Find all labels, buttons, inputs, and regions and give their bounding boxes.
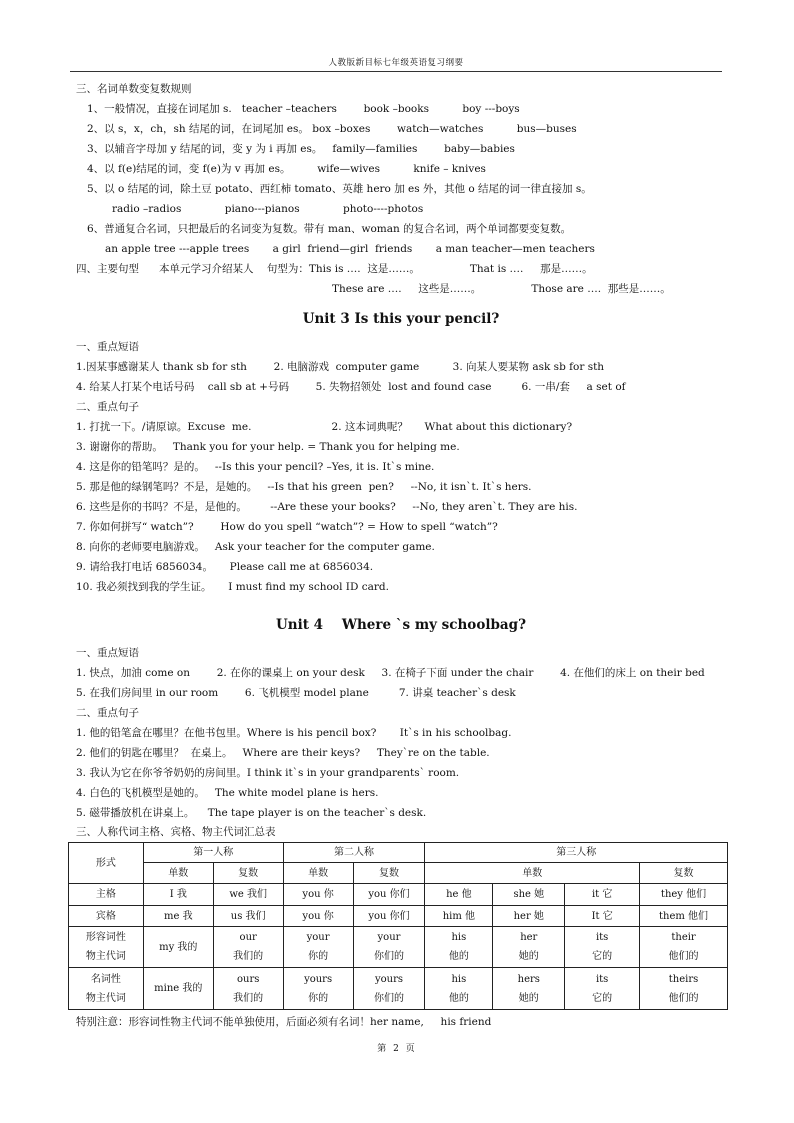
table-cell: us 我们 [213, 906, 283, 927]
plural-rule-5-examples: radio –radios piano---pianos photo----photos [112, 203, 424, 215]
unit3-sentence: 4. 这是你的铅笔吗？是的。 --Is this your pencil? –Yes, it is. It`s mine. [76, 461, 435, 473]
unit4-title: Unit 4 Where `s my schoolbag? [275, 617, 526, 633]
table-cell: it 它 [565, 884, 640, 906]
header-singular: 单数 [425, 863, 640, 884]
header-plural: 复数 [213, 863, 283, 884]
unit4-phrase-line: 5. 在我们房间里 in our room 6. 飞机模型 model plane 7. 讲桌 teacher`s desk [76, 687, 516, 699]
plural-rule-4: 4、以 f(e)结尾的词，变 f(e)为 v 再加 es。 wife—wives knife – knives [87, 163, 486, 175]
unit3-title: Unit 3 Is this your pencil? [302, 311, 500, 327]
table-cell: ours 我们的 [213, 968, 283, 1010]
unit4-sentence: 5. 磁带播放机在讲桌上。 The tape player is on the teacher`s desk. [76, 807, 427, 819]
table-cell: its 它的 [565, 927, 640, 968]
header-plural: 复数 [640, 863, 728, 884]
unit3-sentence: 6. 这些是你的书吗？不是，是他的。 --Are these your books? --No, they aren`t. They are his. [76, 501, 578, 513]
row-label: 宾格 [69, 906, 144, 927]
plural-rule-5: 5、以 o 结尾的词，除土豆 potato、西红柿 tomato、英雄 hero 加 es 外，其他 o 结尾的词一律直接加 s。 [87, 183, 592, 195]
table-cell: its 它的 [565, 968, 640, 1010]
table-cell: you 你 [283, 884, 353, 906]
sentence-pattern-line-2: These are …. 这些是……。 Those are …. 那些是……。 [332, 283, 671, 295]
header-second-person: 第二人称 [283, 843, 425, 863]
table-cell: our 我们的 [213, 927, 283, 968]
table-cell: his 他的 [425, 968, 493, 1010]
unit3-sentence: 3. 谢谢你的帮助。 Thank you for your help. = Thank you for helping me. [76, 441, 460, 453]
row-label: 主格 [69, 884, 144, 906]
table-cell: their 他们的 [640, 927, 728, 968]
header-first-person: 第一人称 [143, 843, 283, 863]
special-note: 特别注意：形容词性物主代词不能单独使用，后面必须有名词！her name, his friend [76, 1016, 492, 1028]
table-cell: you 你 [283, 906, 353, 927]
unit3-sentences-heading: 二、重点句子 [76, 401, 139, 413]
table-row [69, 884, 728, 906]
plural-rule-3: 3、以辅音字母加 y 结尾的词，变 y 为 i 再加 es。 family—families baby—babies [87, 143, 515, 155]
plural-rule-6: 6、普通复合名词，只把最后的名词变为复数。带有 man、woman 的复合名词，两个单词都要变复数。 [87, 223, 572, 235]
row-label: 形容词性 物主代词 [69, 927, 144, 968]
plural-rule-6-examples: an apple tree ---apple trees a girl friend—girl friends a man teacher—men teachers [105, 243, 595, 255]
table-cell: your 你的 [283, 927, 353, 968]
table-cell: you 你们 [353, 884, 425, 906]
section-heading-plural: 三、名词单数变复数规则 [76, 83, 192, 95]
unit4-sentences-heading: 二、重点句子 [76, 707, 139, 719]
table-cell: me 我 [143, 906, 213, 927]
unit3-phrase-line: 1.因某事感谢某人 thank sb for sth 2. 电脑游戏 computer game 3. 向某人要某物 ask sb for sth [76, 361, 605, 373]
table-cell: his 他的 [425, 927, 493, 968]
unit3-sentence: 9. 请给我打电话 6856034。 Please call me at 6856034. [76, 561, 374, 573]
table-row [69, 968, 728, 1010]
table-cell: we 我们 [213, 884, 283, 906]
unit3-phrases-heading: 一、重点短语 [76, 341, 139, 353]
unit3-phrase-line: 4. 给某人打某个电话号码 call sb at +号码 5. 失物招领处 lost and found case 6. 一串/套 a set of [76, 381, 626, 393]
header-singular: 单数 [143, 863, 213, 884]
table-row [69, 927, 728, 968]
table-cell: hers 她的 [493, 968, 565, 1010]
table-cell: her 她 [493, 906, 565, 927]
table-cell: her 她的 [493, 927, 565, 968]
table-cell: your 你们的 [353, 927, 425, 968]
unit3-sentence: 7. 你如何拼写“ watch”? How do you spell “watch”? = How to spell “watch”? [76, 521, 498, 533]
header-third-person: 第三人称 [425, 843, 728, 863]
unit3-sentence: 10. 我必须找到我的学生证。 I must find my school ID card. [76, 581, 389, 593]
table-cell: I 我 [143, 884, 213, 906]
plural-rule-2: 2、以 s，x，ch，sh 结尾的词，在词尾加 es。 box –boxes watch—watches bus—buses [87, 123, 577, 135]
sentence-pattern-line-1: 四、主要句型 本单元学习介绍某人 句型为：This is …. 这是……。 That is …. 那是……。 [76, 263, 593, 275]
header-singular: 单数 [283, 863, 353, 884]
table-cell: It 它 [565, 906, 640, 927]
unit4-phrase-line: 1. 快点，加油 come on 2. 在你的课桌上 on your desk 3. 在椅子下面 under the chair 4. 在他们的床上 on their bed [76, 667, 705, 679]
page-header: 人教版新目标七年级英语复习纲要 [328, 58, 464, 68]
row-label: 名词性 物主代词 [69, 968, 144, 1010]
pronoun-table [68, 842, 728, 1010]
pronoun-table-heading: 三、人称代词主格、宾格、物主代词汇总表 [76, 826, 276, 838]
table-cell: him 他 [425, 906, 493, 927]
table-header-row [69, 843, 728, 863]
unit3-sentence: 5. 那是他的绿钢笔吗？不是，是她的。 --Is that his green pen? --No, it isn`t. It`s hers. [76, 481, 532, 493]
table-cell: they 他们 [640, 884, 728, 906]
table-corner-cell: 形式 [69, 843, 144, 884]
unit4-sentence: 4. 白色的飞机模型是她的。 The white model plane is hers. [76, 787, 379, 799]
table-cell: you 你们 [353, 906, 425, 927]
table-cell: them 他们 [640, 906, 728, 927]
unit4-phrases-heading: 一、重点短语 [76, 647, 139, 659]
table-cell: she 她 [493, 884, 565, 906]
table-cell: yours 你的 [283, 968, 353, 1010]
table-row [69, 906, 728, 927]
unit3-sentence: 1. 打扰一下。/请原谅。Excuse me. 2. 这本词典呢？ What about this dictionary? [76, 421, 573, 433]
table-cell: my 我的 [143, 927, 213, 968]
page-number: 第 2 页 [377, 1044, 417, 1054]
unit4-sentence: 2. 他们的钥匙在哪里？ 在桌上。 Where are their keys? They`re on the table. [76, 747, 490, 759]
plural-rule-1: 1、一般情况，直接在词尾加 s. teacher –teachers book –books boy ---boys [87, 103, 520, 115]
table-cell: theirs 他们的 [640, 968, 728, 1010]
table-cell: yours 你们的 [353, 968, 425, 1010]
table-cell: mine 我的 [143, 968, 213, 1010]
unit3-sentence: 8. 向你的老师要电脑游戏。 Ask your teacher for the computer game. [76, 541, 435, 553]
header-rule [70, 71, 722, 72]
table-number-row [69, 863, 728, 884]
main-content [76, 79, 726, 1032]
header-plural: 复数 [353, 863, 425, 884]
unit4-sentence: 3. 我认为它在你爷爷奶奶的房间里。I think it`s in your grandparents` room. [76, 767, 460, 779]
unit4-sentence: 1. 他的铅笔盒在哪里？在他书包里。Where is his pencil box? It`s in his schoolbag. [76, 727, 512, 739]
table-cell: he 他 [425, 884, 493, 906]
